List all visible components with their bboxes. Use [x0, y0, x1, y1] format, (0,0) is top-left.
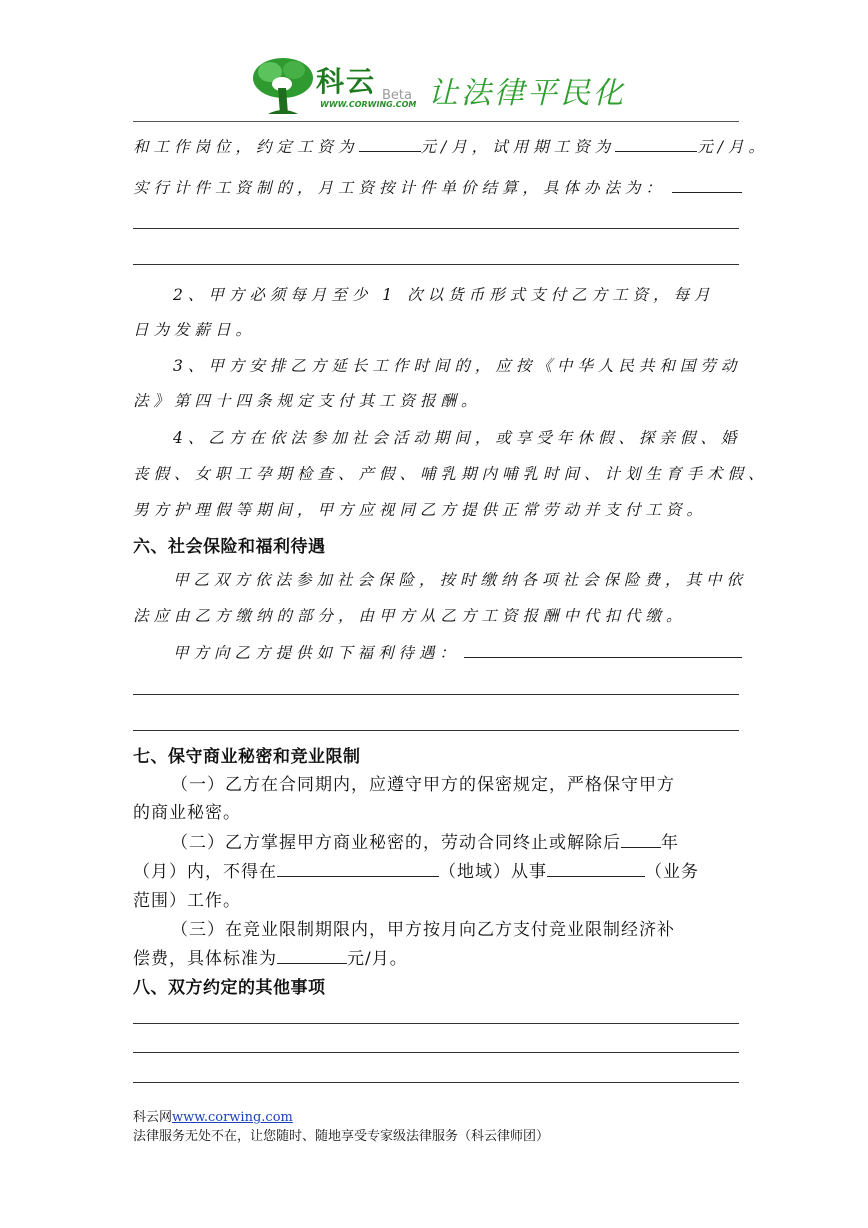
section-8-heading: 八、双方约定的其他事项 — [133, 978, 326, 998]
section-7-line-1: （一）乙方在合同期内，应遵守甲方的保密规定，严格保守甲方 — [171, 775, 675, 795]
section-7-line-4 — [133, 857, 739, 882]
text-segment: 元/月。 — [347, 949, 408, 969]
fill-line — [133, 264, 739, 265]
section-7-line-3 — [133, 828, 739, 853]
blank-field — [547, 862, 645, 877]
text-segment: 年 — [661, 833, 679, 853]
salary-line — [133, 135, 769, 157]
tree-logo-icon — [250, 56, 316, 118]
text-segment: 实行计件工资制的，月工资按计件单价结算，具体办法为： — [133, 179, 667, 197]
text-segment: （二）乙方掌握甲方商业秘密的，劳动合同终止或解除后 — [171, 833, 621, 853]
section-6-line-2: 法应由乙方缴纳的部分，由甲方从乙方工资报酬中代扣代缴。 — [133, 607, 687, 625]
section-7-heading: 七、保守商业秘密和竞业限制 — [133, 747, 361, 767]
header-divider — [133, 121, 739, 122]
blank-field — [464, 643, 742, 658]
text-segment: 和工作岗位，约定工资为 — [133, 138, 359, 156]
page-header — [240, 56, 640, 118]
section-6-line-1: 甲乙双方依法参加社会保险，按时缴纳各项社会保险费，其中依 — [173, 571, 748, 589]
clause-4-line-3: 男方护理假等期间，甲方应视同乙方提供正常劳动并支付工资。 — [133, 501, 708, 519]
clause-3-line-2: 法》第四十四条规定支付其工资报酬。 — [133, 392, 482, 410]
fill-line — [133, 1082, 739, 1083]
fill-line — [133, 1052, 739, 1053]
clause-2-line-1: 2、甲方必须每月至少 1 次以货币形式支付乙方工资，每月 — [173, 286, 715, 304]
beta-label: Beta — [382, 88, 412, 103]
text-segment: （地域）从事 — [439, 862, 547, 882]
footer-site-name: 科云网 — [133, 1110, 173, 1125]
blank-field — [277, 862, 439, 877]
blank-field — [672, 178, 742, 193]
text-segment: 元/月，试用期工资为 — [420, 138, 616, 156]
footer-tagline: 法律服务无处不在，让您随时、随地享受专家级法律服务（科云律师团） — [133, 1129, 550, 1144]
fill-line — [133, 730, 739, 731]
clause-3-line-1: 3、甲方安排乙方延长工作时间的，应按《中华人民共和国劳动 — [173, 357, 742, 375]
text-segment: 元/月。 — [697, 138, 769, 156]
clause-2-line-2: 日为发薪日。 — [133, 321, 257, 339]
blank-field — [359, 137, 421, 152]
blank-field — [277, 949, 347, 964]
section-7-line-6: （三）在竞业限制期限内，甲方按月向乙方支付竞业限制经济补 — [171, 920, 675, 940]
text-segment: （月）内，不得在 — [133, 862, 277, 882]
section-7-line-2: 的商业秘密。 — [133, 803, 241, 823]
section-7-line-7 — [133, 944, 739, 969]
section-6-heading: 六、社会保险和福利待遇 — [133, 537, 326, 557]
logo-text: 科云 — [316, 65, 377, 98]
piece-rate-line — [133, 176, 739, 198]
fill-line — [133, 228, 739, 229]
footer-site-line — [133, 1108, 549, 1127]
text-segment: （业务 — [645, 862, 699, 882]
logo-url-text: WWW.CORWING.COM — [320, 100, 417, 109]
clause-4-line-2: 丧假、女职工孕期检查、产假、哺乳期内哺乳时间、计划生育手术假、 — [133, 465, 769, 483]
text-segment: 甲方向乙方提供如下福利待遇： — [173, 644, 461, 662]
fill-line — [133, 1023, 739, 1024]
text-segment: 偿费，具体标准为 — [133, 949, 277, 969]
blank-field — [615, 137, 697, 152]
welfare-line — [133, 641, 739, 663]
slogan: 让法律平民化 — [428, 76, 626, 111]
blank-field — [621, 833, 661, 848]
footer-site-link[interactable]: www.corwing.com — [172, 1110, 293, 1125]
clause-4-line-1: 4、乙方在依法参加社会活动期间，或享受年休假、探亲假、婚 — [173, 429, 742, 447]
fill-line — [133, 694, 739, 695]
page-footer — [133, 1108, 549, 1146]
section-7-line-5: 范围）工作。 — [133, 891, 241, 911]
